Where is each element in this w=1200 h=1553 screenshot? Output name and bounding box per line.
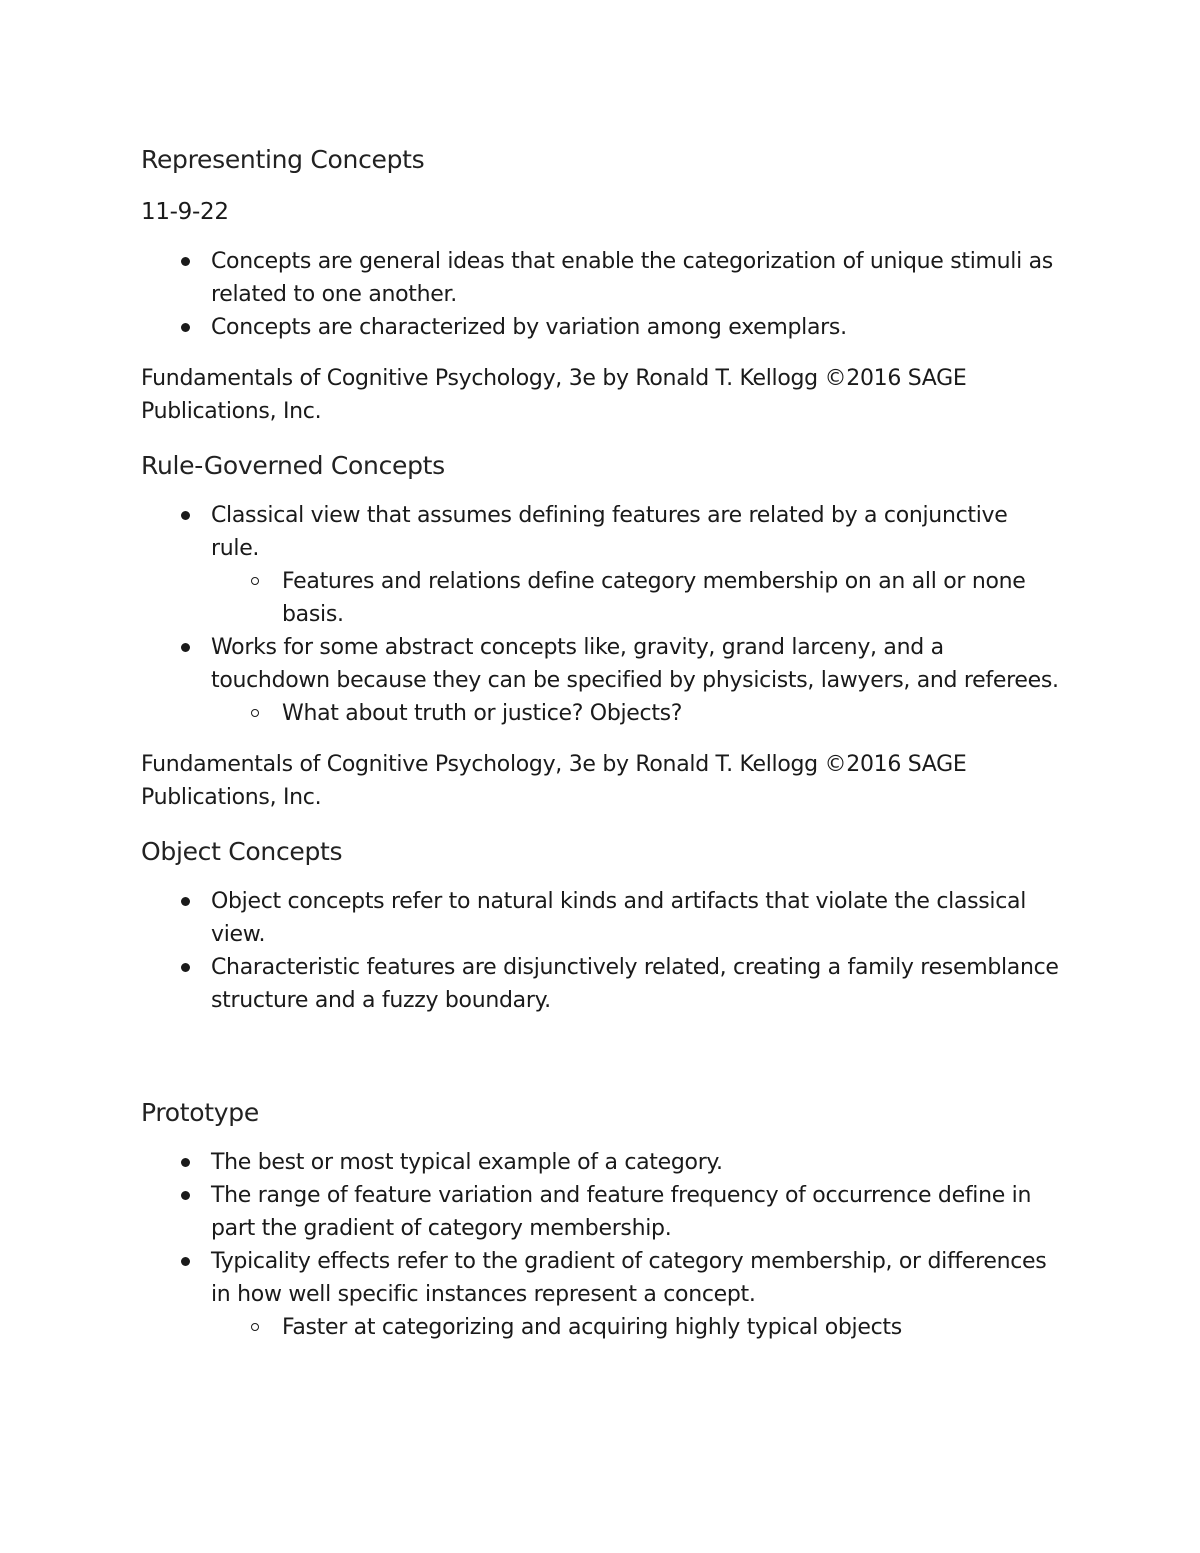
- sub-list-item-text: Faster at categorizing and acquiring highly typical objects: [282, 1315, 902, 1340]
- list-item-text: Concepts are characterized by variation among exemplars.: [211, 315, 847, 340]
- sub-list-item: [141, 1311, 1061, 1344]
- section-heading-representing-concepts: Representing Concepts: [141, 145, 425, 174]
- hollow-bullet-icon: [251, 1323, 259, 1331]
- hollow-bullet-icon: [251, 709, 259, 717]
- document-page: [141, 140, 1061, 1362]
- hollow-bullet-icon: [251, 577, 259, 585]
- section-heading-rule-governed-concepts: Rule-Governed Concepts: [141, 451, 445, 480]
- bullet-list: [141, 245, 1061, 344]
- sub-list-item: [141, 697, 1061, 730]
- bullet-icon: [181, 323, 190, 332]
- sub-list: [211, 565, 1061, 631]
- bullet-icon: [181, 511, 190, 520]
- list-item: [141, 1146, 1061, 1179]
- bullet-icon: [181, 1191, 190, 1200]
- bullet-icon: [181, 257, 190, 266]
- sub-list-item-text: Features and relations define category membership on an all or none basis.: [282, 569, 1026, 627]
- bullet-list: [141, 1146, 1061, 1344]
- list-item: [141, 1245, 1061, 1344]
- bullet-icon: [181, 1158, 190, 1167]
- section-heading-prototype: Prototype: [141, 1098, 259, 1127]
- citation: Fundamentals of Cognitive Psychology, 3e by Ronald T. Kellogg ©2016 SAGE Publications, Inc.: [141, 366, 967, 424]
- bullet-icon: [181, 1257, 190, 1266]
- list-item: [141, 951, 1061, 1017]
- list-item: [141, 245, 1061, 311]
- sub-list: [211, 697, 1061, 730]
- bullet-list: [141, 499, 1061, 730]
- sub-list-item: [141, 565, 1061, 631]
- list-item: [141, 1179, 1061, 1245]
- bullet-icon: [181, 897, 190, 906]
- list-item-text: Works for some abstract concepts like, gravity, grand larceny, and a touchdown because they can be specified by physicists, lawyers, and referees.: [211, 635, 1059, 693]
- list-item-text: Concepts are general ideas that enable the categorization of unique stimuli as related to one another.: [211, 249, 1053, 307]
- bullet-icon: [181, 643, 190, 652]
- list-item: [141, 311, 1061, 344]
- list-item-text: Classical view that assumes defining features are related by a conjunctive rule.: [211, 503, 1008, 561]
- section-heading-object-concepts: Object Concepts: [141, 837, 343, 866]
- list-item-text: The best or most typical example of a category.: [211, 1150, 723, 1175]
- list-item-text: Typicality effects refer to the gradient of category membership, or differences in how well specific instances represent a concept.: [211, 1249, 1047, 1307]
- sub-list-item-text: What about truth or justice? Objects?: [282, 701, 683, 726]
- bullet-icon: [181, 963, 190, 972]
- list-item-text: Characteristic features are disjunctively related, creating a family resemblance structure and a fuzzy boundary.: [211, 955, 1059, 1013]
- sub-list: [211, 1311, 1061, 1344]
- list-item: [141, 499, 1061, 631]
- list-item-text: The range of feature variation and feature frequency of occurrence define in part the gradient of category membership.: [211, 1183, 1032, 1241]
- list-item-text: Object concepts refer to natural kinds and artifacts that violate the classical view.: [211, 889, 1027, 947]
- list-item: [141, 631, 1061, 730]
- list-item: [141, 885, 1061, 951]
- note-date: 11-9-22: [141, 199, 229, 225]
- citation: Fundamentals of Cognitive Psychology, 3e by Ronald T. Kellogg ©2016 SAGE Publications, Inc.: [141, 752, 967, 810]
- bullet-list: [141, 885, 1061, 1017]
